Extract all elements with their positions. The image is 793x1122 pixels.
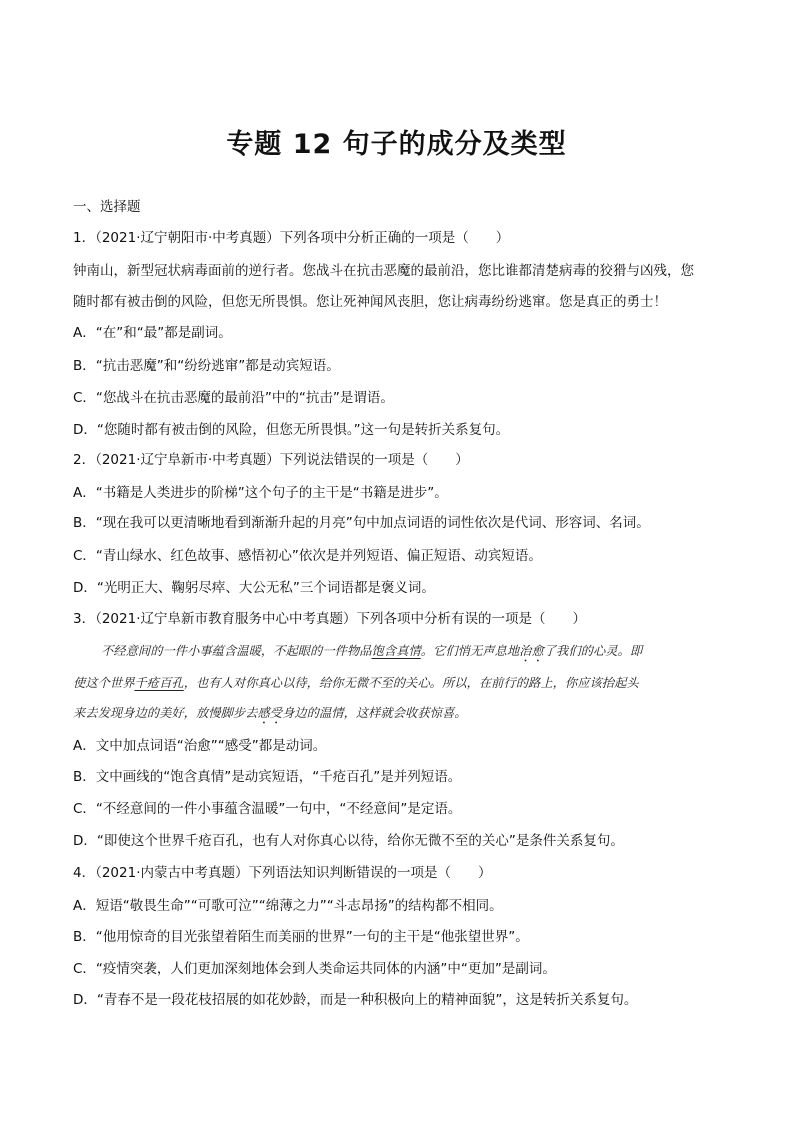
question-1-option-a: A．“在”和“最”都是副词。 xyxy=(73,325,232,341)
question-1-option-d: D．“您随时都有被击倒的风险，但您无所畏惧。”这一句是转折关系复句。 xyxy=(73,422,510,438)
underlined-phrase: 饱含真情 xyxy=(371,644,421,658)
dotted-word: 治愈 xyxy=(519,644,544,658)
page-title: 专题 12 句子的成分及类型 xyxy=(226,129,567,160)
question-2-option-c: C．“青山绿水、红色故事、感悟初心”依次是并列短语、偏正短语、动宾短语。 xyxy=(73,548,542,564)
question-4-stem: 4．（2021·内蒙古中考真题）下列语法知识判断错误的一项是（ ） xyxy=(73,865,492,881)
section-heading: 一、选择题 xyxy=(73,199,141,215)
question-2-stem: 2．（2021·辽宁阜新市·中考真题）下列说法错误的一项是（ ） xyxy=(73,452,469,468)
underlined-phrase: 千疮百孔 xyxy=(134,676,184,690)
question-4-option-a: A．短语“敬畏生命”“可歌可泣”“绵薄之力”“斗志昂扬”的结构都不相同。 xyxy=(73,898,503,914)
question-3-passage-line-1 xyxy=(101,642,642,665)
question-1-stem: 1．（2021·辽宁朝阳市·中考真题）下列各项中分析正确的一项是（ ） xyxy=(73,230,510,246)
question-3-option-c: C．“不经意间的一件小事蕴含温暖”一句中，“不经意间”是定语。 xyxy=(73,801,462,817)
passage-text: ，也有人对你真心以待，给你无微不至的关心。所以，在前行的路上，你应该抬起头 xyxy=(183,676,639,690)
question-4-option-b: B．“他用惊奇的目光张望着陌生而美丽的世界”一句的主干是“他张望世界”。 xyxy=(73,929,529,945)
question-3-stem: 3．（2021·辽宁阜新市教育服务中心中考真题）下列各项中分析有误的一项是（ ） xyxy=(73,611,586,627)
dotted-word: 感受 xyxy=(257,706,283,720)
question-1-passage-line-2: 随时都有被击倒的风险，但您无所畏惧。您让死神闻风丧胆，您让病毒纷纷逃窜。您是真正的勇士！ xyxy=(73,294,667,310)
question-3-passage-line-2 xyxy=(73,674,639,692)
question-2-option-a: A．“书籍是人类进步的阶梯”这个句子的主干是“书籍是进步”。 xyxy=(73,485,448,501)
question-3-option-a: A．文中加点词语“治愈”“感受”都是动词。 xyxy=(73,738,327,754)
question-4-option-c: C．“疫情突袭，人们更加深刻地体会到人类命运共同体的内涵”中“更加”是副词。 xyxy=(73,961,556,977)
passage-text: 使这个世界 xyxy=(73,676,135,690)
question-1-option-c: C．“您战斗在抗击恶魔的最前沿”中的“抗击”是谓语。 xyxy=(73,390,394,406)
question-3-passage-line-3 xyxy=(73,704,467,727)
passage-text: 不经意间的一件小事蕴含温暖，不起眼的一件物品 xyxy=(101,644,372,658)
passage-text: 来去发现身边的美好，放慢脚步去 xyxy=(73,706,258,720)
question-4-option-d: D．“青春不是一段花枝招展的如花妙龄，而是一种积极向上的精神面貌”，这是转折关系复句。 xyxy=(73,992,638,1008)
passage-text: 了我们的心灵。即 xyxy=(543,644,643,658)
question-1-option-b: B．“抗击恶魔”和“纷纷逃窜”都是动宾短语。 xyxy=(73,358,340,374)
question-2-option-b: B．“现在我可以更清晰地看到渐渐升起的月亮”句中加点词语的词性依次是代词、形容词、名词。 xyxy=(73,515,650,531)
question-1-passage-line-1: 钟南山，新型冠状病毒面前的逆行者。您战斗在抗击恶魔的最前沿，您比谁都清楚病毒的狡猾与凶残，您 xyxy=(73,263,694,279)
question-3-option-b: B．文中画线的“饱含真情”是动宾短语，“千疮百孔”是并列短语。 xyxy=(73,769,462,785)
passage-text: 身边的温情，这样就会收获惊喜。 xyxy=(282,706,467,720)
question-2-option-d: D．“光明正大、鞠躬尽瘁、大公无私”三个词语都是褒义词。 xyxy=(73,580,435,596)
question-3-option-d: D．“即使这个世界千疮百孔，也有人对你真心以待，给你无微不至的关心”是条件关系复句。 xyxy=(73,833,624,849)
passage-text: 。它们悄无声息地 xyxy=(420,644,520,658)
